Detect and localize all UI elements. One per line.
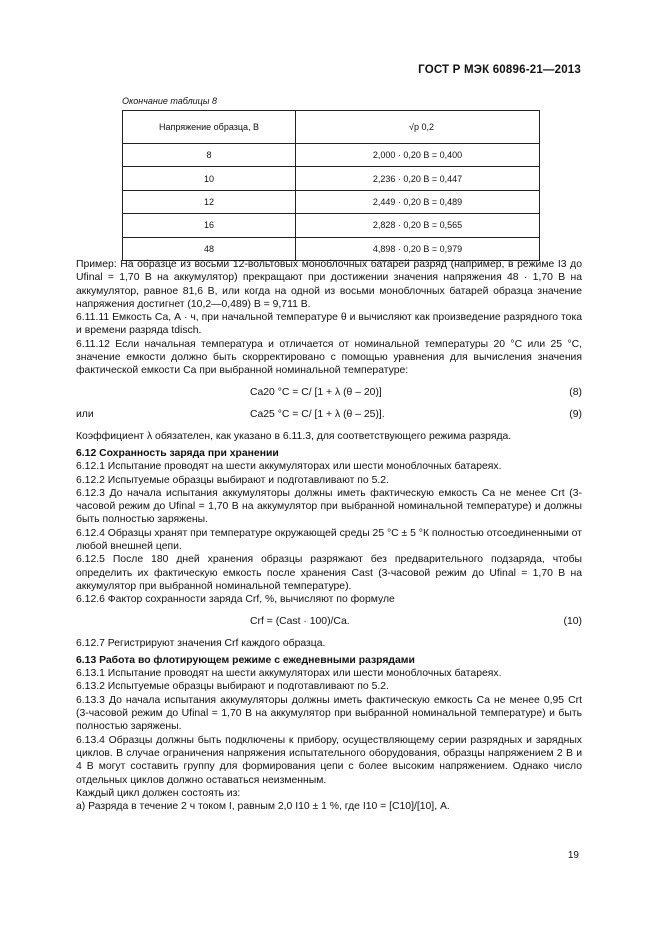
- table-header-formula: [296, 111, 540, 144]
- table-cell-value: 2,000 · 0,20 В = 0,400: [296, 144, 540, 167]
- paragraph-6-12-1: 6.12.1 Испытание проводят на шести аккумуляторах или шести моноблочных батареях.: [76, 461, 502, 473]
- paragraph-6-12-3: 6.12.3 До начала испытания аккумуляторы должны иметь фактическую емкость Ca не менее Crt (3-часовой режим до Ufinal = 1,70 В на аккумулятор при выбранной номинальной температуре) и должны быть полностью заряжены.: [76, 487, 582, 526]
- table-cell-value: 2,828 · 0,20 В = 0,565: [296, 214, 540, 237]
- paragraph-6-12-6: 6.12.6 Фактор сохранности заряда Crf, %, вычисляют по формуле: [76, 594, 395, 606]
- equation-text: Ca20 °C = C/ [1 + λ (θ – 20)]: [250, 386, 382, 398]
- table-row: [123, 237, 540, 260]
- equation-prefix: или: [76, 408, 94, 420]
- paragraph-6-12-4: 6.12.4 Образцы хранят при температуре окружающей среды 25 °С ± 5 °К полностью отсоединенными от любой внешней цепи.: [76, 527, 582, 553]
- equation-9: [76, 408, 582, 424]
- paragraph-6-12-7: 6.12.7 Регистрируют значения Crf каждого образца.: [76, 637, 326, 649]
- paragraph-6-13-4: 6.13.4 Образцы должны быть подключены к прибору, осуществляющему серии разрядных и зарядных циклов. В случае ограничения напряжения испытательного оборудования, образцы напряжением 2 В и 4 В могут составить группу для формирования цепи с более высоким напряжением. Однако число отдельных циклов должно оставаться неизменным.: [76, 734, 582, 786]
- sqrt-formula: √p 0,2: [409, 122, 434, 132]
- page-number: 19: [567, 850, 579, 861]
- paragraph-6-12-2: 6.12.2 Испытуемые образцы выбирают и подготавливают по 5.2.: [76, 474, 389, 486]
- equation-8: [76, 386, 582, 402]
- section-heading-6-13: 6.13 Работа во флотирующем режиме с ежедневными разрядами: [76, 654, 415, 666]
- table-caption: Окончание таблицы 8: [122, 96, 217, 106]
- equation-number: (10): [563, 615, 582, 627]
- table-cell-voltage: 16: [123, 214, 296, 237]
- table-cell-value: 2,236 · 0,20 В = 0,447: [296, 167, 540, 190]
- paragraph-6-12-5: 6.12.5 После 180 дней хранения образцы разряжают без предварительного подзаряда, чтобы определить их фактическую емкость после хранения Cast (3-часовой режим до Ufinal = 1,70 В на аккумулятор при выбранной номинальной температуре).: [76, 554, 582, 592]
- example-paragraph: Пример: На образце из восьми 12-вольтовых моноблочных батарей разряд (например, в режиме I3 до Ufinal = 1,70 В на аккумулятор) прекращают при достижении значения напряжения 48 · 1,70 В на аккумулятор, равное 81,6 В, или когда на одной из восьми моноблочных батарей образца значение напряжения достигнет (10,2—0,489) В = 9,711 В.: [76, 259, 582, 310]
- table-cell-voltage: 10: [123, 167, 296, 190]
- table-row: [123, 144, 540, 167]
- equation-number: (9): [569, 408, 582, 420]
- table-row: [123, 167, 540, 190]
- data-table: [122, 110, 540, 261]
- table-header-voltage: Напряжение образца, В: [123, 111, 296, 144]
- table-cell-value: 2,449 · 0,20 В = 0,489: [296, 190, 540, 213]
- equation-10: [76, 615, 582, 631]
- section-heading-6-12: 6.12 Сохранность заряда при хранении: [76, 447, 279, 459]
- paragraph-6-11-12: 6.11.12 Если начальная температура и отличается от номинальной температуры 20 °С или 25 °С, значение емкости должно быть скорректировано с помощью уравнения для вычисления значения фактической емкости Ca при выбранной номинальной температуре:: [76, 338, 582, 377]
- table-cell-voltage: 12: [123, 190, 296, 213]
- paragraph-6-13-2: 6.13.2 Испытуемые образцы выбирают и подготавливают по 5.2.: [76, 681, 389, 693]
- paragraph-6-11-11: 6.11.11 Емкость Ca, А · ч, при начальной температуре θ и вычисляют как произведение разрядного тока и времени разряда tdisch.: [76, 312, 582, 337]
- paragraph-coefficient: Коэффициент λ обязателен, как указано в 6.11.3, для соответствующего режима разряда.: [76, 430, 512, 442]
- table-row: [123, 190, 540, 213]
- equation-number: (8): [569, 386, 582, 398]
- table-row: [123, 214, 540, 237]
- paragraph-cycle-a: а) Разряда в течение 2 ч током I, равным 2,0 I10 ± 1 %, где I10 = [C10]/[10], А.: [76, 801, 450, 813]
- document-header: ГОСТ Р МЭК 60896-21—2013: [418, 64, 581, 76]
- paragraph-6-13-3: 6.13.3 До начала испытания аккумуляторы должны иметь фактическую емкость Ca не менее 0,95 Crt (3-часовой режим до Ufinal = 1,70 В на аккумулятор при выбранной номинальной температуре) и быть полностью заряжены.: [76, 694, 582, 733]
- equation-text: Crf = (Cast · 100)/Ca.: [250, 615, 350, 627]
- paragraph-6-13-1: 6.13.1 Испытание проводят на шести аккумуляторах или шести моноблочных батареях.: [76, 668, 502, 680]
- table-header-row: [123, 111, 540, 144]
- paragraph-cycle-intro: Каждый цикл должен состоять из:: [76, 787, 241, 799]
- table-cell-voltage: 48: [123, 237, 296, 260]
- table-cell-value: 4,898 · 0,20 В = 0,979: [296, 237, 540, 260]
- equation-text: Ca25 °C = C/ [1 + λ (θ – 25)].: [250, 408, 385, 420]
- body-text: [76, 258, 582, 813]
- table-cell-voltage: 8: [123, 144, 296, 167]
